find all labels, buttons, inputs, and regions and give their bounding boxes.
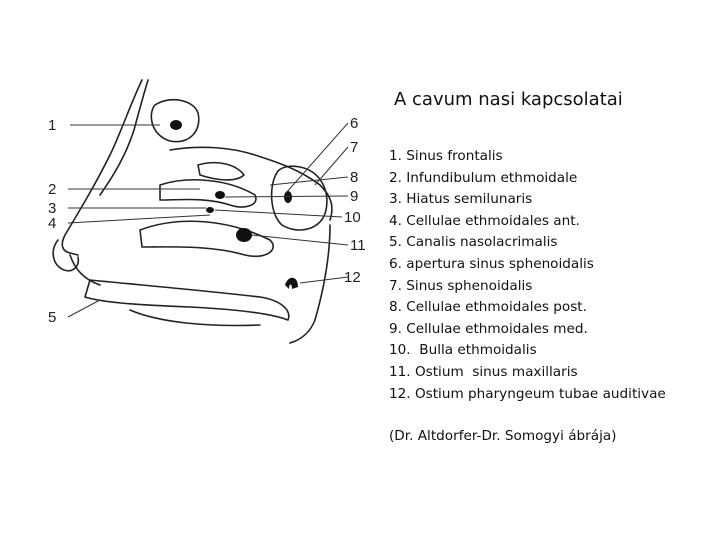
diagram-number-4: 4 xyxy=(48,215,57,232)
legend-item: 9. Cellulae ethmoidales med. xyxy=(389,320,588,337)
nasal-bone-outline xyxy=(62,80,142,255)
ethmoid-cell-opening xyxy=(215,191,225,199)
diagram-number-7: 7 xyxy=(350,139,359,156)
hard-palate xyxy=(85,280,289,320)
diagram-number-5: 5 xyxy=(48,309,57,326)
diagram-number-2: 2 xyxy=(48,181,57,198)
skull-base-outline xyxy=(170,147,332,220)
legend-item: 5. Canalis nasolacrimalis xyxy=(389,234,558,251)
frontal-sinus-opening xyxy=(170,120,182,130)
superior-concha xyxy=(198,163,244,180)
nasal-cavity-diagram xyxy=(30,75,390,345)
diagram-number-6: 6 xyxy=(350,115,359,132)
diagram-number-12: 12 xyxy=(344,269,361,286)
legend-item: 6. apertura sinus sphenoidalis xyxy=(389,255,594,272)
leader-11 xyxy=(252,235,348,245)
tubal-ostium xyxy=(285,278,298,289)
legend-item: 11. Ostium sinus maxillaris xyxy=(389,363,578,380)
diagram-number-10: 10 xyxy=(344,209,361,226)
diagram-number-1: 1 xyxy=(48,117,57,134)
maxillary-ostium xyxy=(236,228,252,242)
legend-item: 10. Bulla ethmoidalis xyxy=(389,342,537,359)
legend-item: 7. Sinus sphenoidalis xyxy=(389,277,533,294)
jaw-outline xyxy=(130,310,260,325)
diagram-number-11: 11 xyxy=(350,237,366,254)
sphenoid-sinus-outline xyxy=(272,166,327,230)
face-outline xyxy=(100,80,148,195)
diagram-number-9: 9 xyxy=(350,188,359,205)
diagram-number-8: 8 xyxy=(350,169,359,186)
legend-item: 4. Cellulae ethmoidales ant. xyxy=(389,212,580,229)
leader-5 xyxy=(68,300,100,317)
legend-item: 3. Hiatus semilunaris xyxy=(389,191,533,208)
bulla-opening xyxy=(206,207,214,213)
diagram-number-3: 3 xyxy=(48,200,57,217)
figure-credit: (Dr. Altdorfer-Dr. Somogyi ábrája) xyxy=(389,428,617,444)
leader-7 xyxy=(315,147,348,185)
middle-concha xyxy=(160,180,256,207)
legend-item: 2. Infundibulum ethmoidale xyxy=(389,169,578,186)
leader-10 xyxy=(215,210,342,217)
inferior-concha xyxy=(140,221,273,256)
legend-list xyxy=(389,146,666,405)
slide-title: A cavum nasi kapcsolatai xyxy=(394,89,623,110)
legend-item: 1. Sinus frontalis xyxy=(389,148,503,164)
legend-item: 8. Cellulae ethmoidales post. xyxy=(389,299,587,316)
legend-item: 12. Ostium pharyngeum tubae auditivae xyxy=(389,385,666,402)
